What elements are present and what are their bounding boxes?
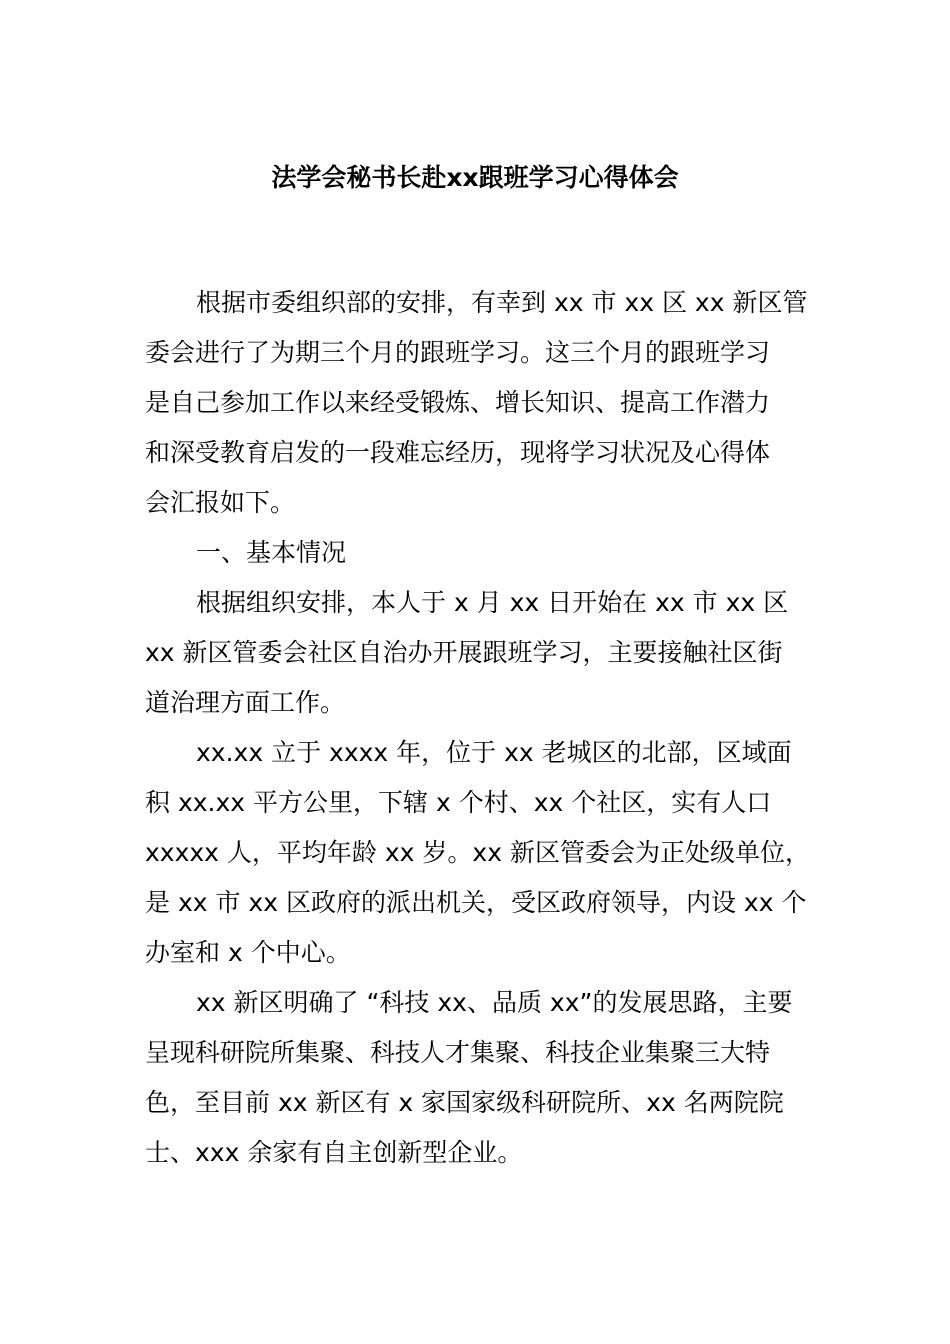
paragraph-line: 是 xx 市 xx 区政府的派出机关，受区政府领导，内设 xx 个 (145, 888, 807, 917)
paragraph-line: 士、xxx 余家有自主创新型企业。 (145, 1138, 523, 1167)
document-body (145, 278, 835, 1178)
paragraph-line: xx 新区管委会社区自治办开展跟班学习，主要接触社区街 (145, 638, 783, 667)
paragraph-line: 办室和 x 个中心。 (145, 938, 351, 967)
section-heading: 一、基本情况 (196, 538, 347, 567)
paragraph-line: 积 xx.xx 平方公里，下辖 x 个村、xx 个社区，实有人口 (145, 788, 772, 817)
paragraph-line: xx 新区明确了 “科技 xx、品质 xx”的发展思路，主要 (196, 988, 793, 1017)
paragraph-line: 是自己参加工作以来经受锻炼、增长知识、提高工作潜力 (145, 388, 771, 417)
paragraph-line: 根据市委组织部的安排，有幸到 xx 市 xx 区 xx 新区管 (196, 288, 808, 317)
paragraph-line: 道治理方面工作。 (145, 688, 346, 717)
paragraph-line: 呈现科研院所集聚、科技人才集聚、科技企业集聚三大特 (145, 1038, 771, 1067)
paragraph-line: 委会进行了为期三个月的跟班学习。这三个月的跟班学习 (145, 338, 771, 367)
document-title: 法学会秘书长赴xx跟班学习心得体会 (271, 163, 679, 192)
paragraph-line: 色，至目前 xx 新区有 x 家国家级科研院所、xx 名两院院 (145, 1088, 784, 1117)
paragraph-line: 根据组织安排，本人于 x 月 xx 日开始在 xx 市 xx 区 (196, 588, 789, 617)
paragraph-line: 会汇报如下。 (145, 488, 296, 517)
paragraph-line: xxxxx 人，平均年龄 xx 岁。xx 新区管委会为正处级单位， (145, 838, 810, 867)
paragraph-line: xx.xx 立于 xxxx 年，位于 xx 老城区的北部，区域面 (196, 738, 792, 767)
paragraph-line: 和深受教育启发的一段难忘经历，现将学习状况及心得体 (145, 438, 771, 467)
